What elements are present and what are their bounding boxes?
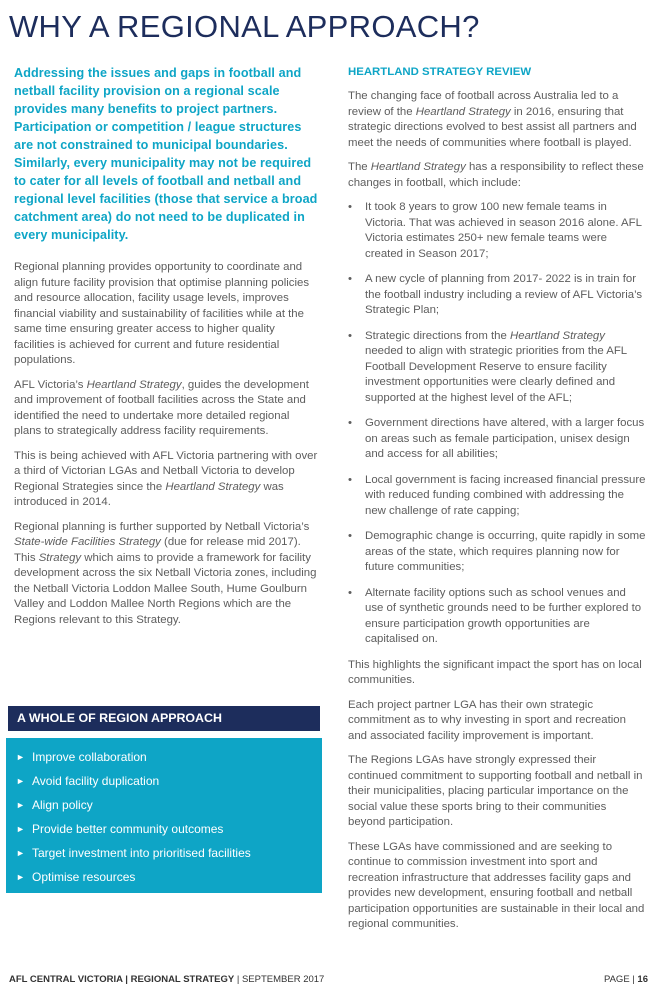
list-item: ► Optimise resources bbox=[16, 865, 322, 889]
heartland-strategy-ref: Heartland Strategy bbox=[86, 378, 182, 391]
region-approach-heading: A WHOLE OF REGION APPROACH bbox=[8, 706, 320, 731]
facilities-strategy-ref: State-wide Facilities Strategy bbox=[14, 536, 161, 548]
list-item: ► Avoid facility duplication bbox=[16, 769, 322, 793]
paragraph-heartland: AFL Victoria’s Heartland Strategy, guides the development and improvement of football facilities across the State and identified the need to undertake more detailed regional plans to strategically address facility requirements. bbox=[14, 378, 309, 437]
strategy-ref: Strategy bbox=[38, 551, 82, 564]
list-item: • Local government is facing increased financial pressure with reduced funding combined with addressing the new challenge of rate capping; bbox=[348, 473, 646, 520]
paragraph-review: The changing face of football across Australia led to a review of the Heartland Strategy in 2016, ensuring that strategic directions evolved to best assist all partners and meet the needs of communities where football is played. bbox=[348, 90, 637, 149]
triangle-bullet-icon: ► bbox=[16, 848, 25, 858]
heartland-strategy-ref: Heartland Strategy bbox=[370, 161, 466, 173]
paragraph-investment: These LGAs have commissioned and are seeking to continue to commission investment into sport and recreation infrastructure that addresses facility gaps and provides new development, ensuring football and netball participation opportunities are sustainable in their local and regional communities. bbox=[348, 840, 645, 930]
paragraph-regional-planning: Regional planning provides opportunity to coordinate and align future facility provision that optimise planning policies and resource allocation, facility usage levels, improves financial viability and sustainability of facilities while at the same time ensuring greater access to higher quality facilities is achieved for current and future residential populations. bbox=[14, 261, 310, 366]
triangle-bullet-icon: ► bbox=[16, 800, 25, 810]
paragraph-netball-victoria: Regional planning is further supported by Netball Victoria’s State-wide Facilities Strategy (due for release mid 2017). This Strategy which aims to provide a framework for facility development across the six Netball Victoria zones, including the Netball Victoria Loddon Mallee South, Hume Goulburn Valley and Loddon Mallee North Regions which are the Regions relevant to this Strategy. bbox=[14, 520, 317, 626]
right-column bbox=[348, 64, 646, 942]
list-item: ► Improve collaboration bbox=[16, 745, 322, 769]
triangle-bullet-icon: ► bbox=[16, 752, 25, 762]
list-item: • It took 8 years to grow 100 new female teams in Victoria. That was achieved in season 2016 alone. AFL Victoria estimates 250+ new female teams were created in Season 2017; bbox=[348, 200, 646, 262]
triangle-bullet-icon: ► bbox=[16, 824, 25, 834]
paragraph-partnering: This is being achieved with AFL Victoria partnering with over a third of Victorian LGAs and Netball Victoria to develop Regional Strategies since the Heartland Strategy was introduced in 2014. bbox=[14, 449, 318, 508]
intro-statement: Addressing the issues and gaps in football and netball facility provision on a regional scale provides many benefits to project partners. Participation or competition / league structures are not constrained to municipal boundaries. Similarly, every municipality may not be required to cater for all levels of football and netball and regional level facilities (those that service a broad catchment area) do not need to be duplicated in every municipality. bbox=[14, 66, 318, 242]
list-item: • Government directions have altered, with a larger focus on areas such as female participation, unisex design and access for all abilities; bbox=[348, 416, 646, 463]
list-item: ► Target investment into prioritised facilities bbox=[16, 841, 322, 865]
heartland-strategy-ref: Heartland Strategy bbox=[165, 480, 261, 493]
paragraph-responsibility: The Heartland Strategy has a responsibility to reflect these changes in football, which include: bbox=[348, 161, 644, 189]
left-column bbox=[14, 64, 318, 637]
heartland-strategy-ref: Heartland Strategy bbox=[509, 329, 605, 342]
paragraph-commitment: Each project partner LGA has their own strategic commitment as to why investing in sport and recreation and associated facility improvement is important. bbox=[348, 698, 626, 742]
list-item: ► Align policy bbox=[16, 793, 322, 817]
triangle-bullet-icon: ► bbox=[16, 776, 25, 786]
region-approach-box bbox=[6, 738, 322, 893]
section-heading: HEARTLAND STRATEGY REVIEW bbox=[348, 66, 532, 78]
list-item: • Alternate facility options such as school venues and use of synthetic grounds need to be further explored to ensure participation growth opportunities are capitalised on. bbox=[348, 586, 646, 648]
list-item: • Strategic directions from the Heartland Strategy needed to align with strategic priorities from the AFL Football Development Reserve to ensure facility investment opportunities were clearly defined and supported at the highest level of the AFL; bbox=[348, 329, 646, 407]
list-item: • A new cycle of planning from 2017- 2022 is in train for the football industry including a review of AFL Victoria’s Strategic Plan; bbox=[348, 272, 646, 319]
paragraph-regions-lgas: The Regions LGAs have strongly expressed their continued commitment to supporting football and netball in their municipalities, placing particular importance on the social value these sports bring to their communities beyond participation. bbox=[348, 754, 643, 828]
heartland-strategy-ref: Heartland Strategy bbox=[415, 105, 511, 118]
triangle-bullet-icon: ► bbox=[16, 872, 25, 882]
changes-list bbox=[348, 200, 646, 648]
list-item: • Demographic change is occurring, quite rapidly in some areas of the state, which requires planning now for future communities; bbox=[348, 529, 646, 576]
footer-page-number: PAGE | 16 bbox=[603, 974, 648, 985]
footer-document-title: AFL CENTRAL VICTORIA | REGIONAL STRATEGY | SEPTEMBER 2017 bbox=[9, 974, 325, 985]
list-item: ► Provide better community outcomes bbox=[16, 817, 322, 841]
page-title: WHY A REGIONAL APPROACH? bbox=[9, 9, 480, 44]
paragraph-impact: This highlights the significant impact the sport has on local communities. bbox=[348, 658, 642, 686]
